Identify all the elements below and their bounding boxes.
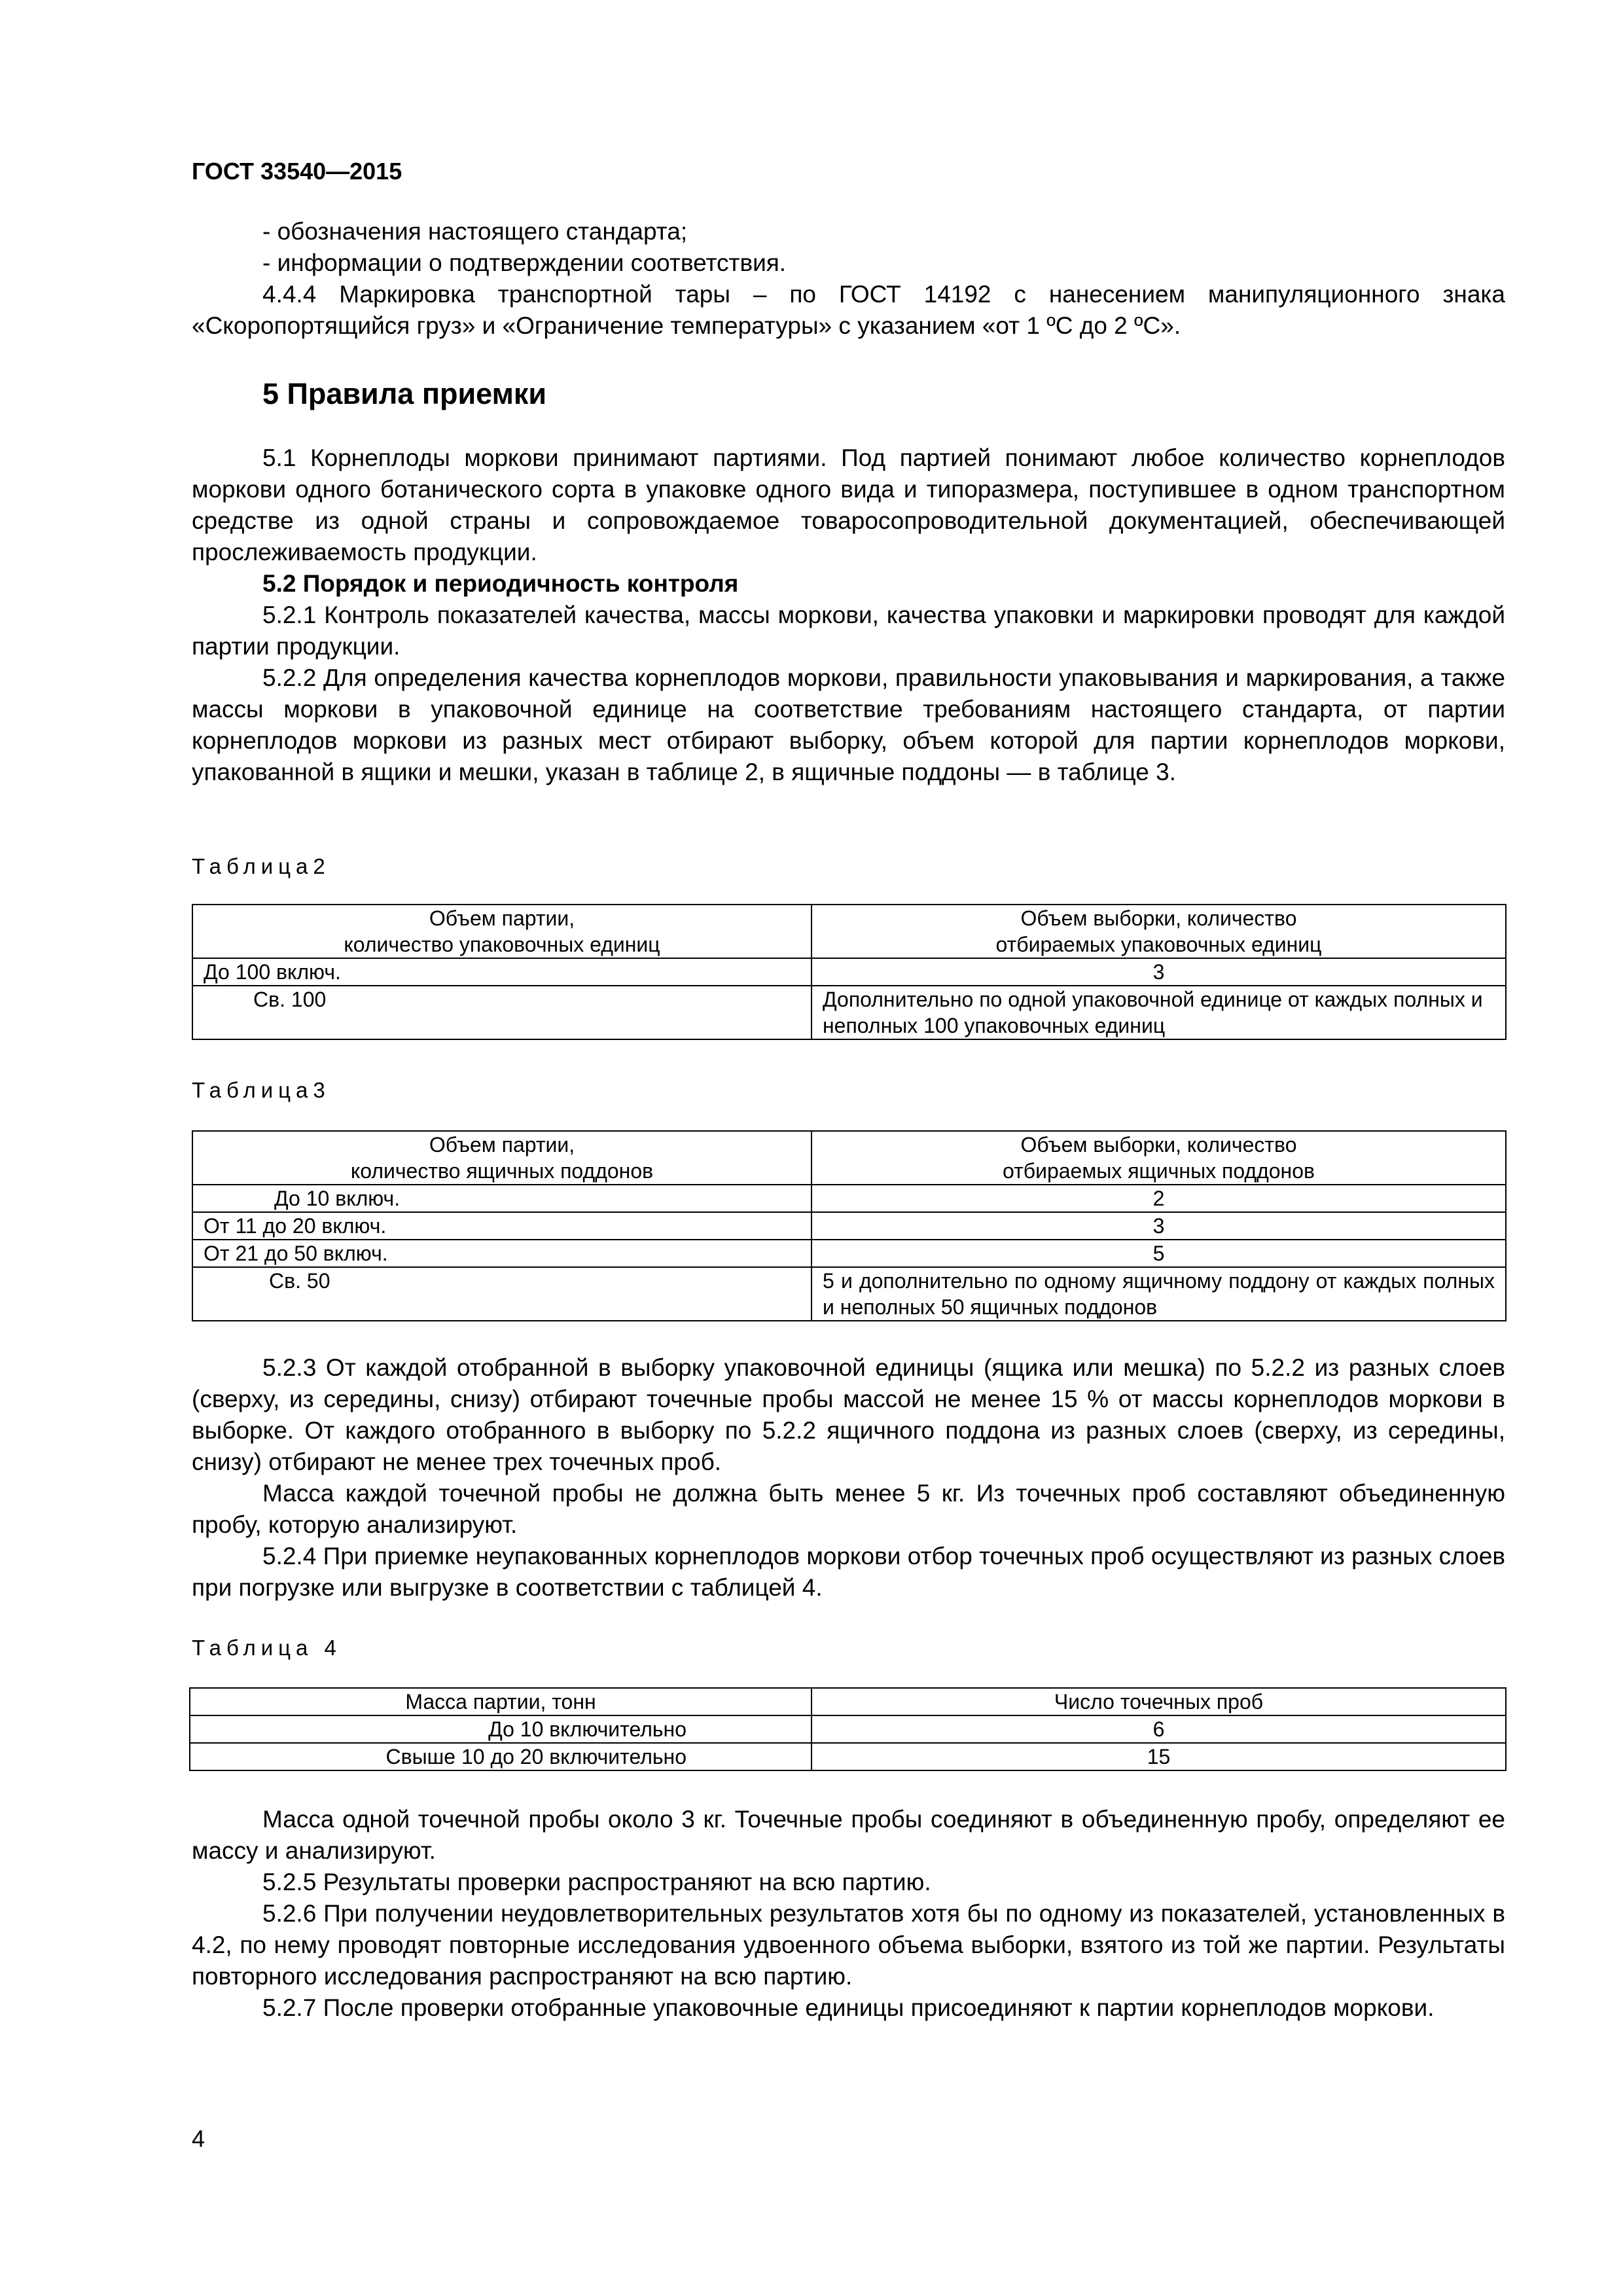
table-cell: 2 bbox=[812, 1185, 1506, 1212]
table-row bbox=[192, 1212, 1506, 1240]
table-2 bbox=[192, 904, 1507, 1040]
paragraph-5-2-2: 5.2.2 Для определения качества корнеплодов моркови, правильности упаковывания и маркирования, а также массы моркови в упаковочной единице на соответствие требованиям настоящего стандарта, от партии корнеплодов моркови из разных мест отбирают выборку, объем которой для партии корнеплодов моркови, упакованной в ящики и мешки, указан в таблице 2, в ящичные поддоны — в таблице 3. bbox=[192, 664, 1505, 785]
paragraph-5-2-4: 5.2.4 При приемке неупакованных корнеплодов моркови отбор точечных проб осуществляют из разных слоев при погрузке или выгрузке в соответствии с таблицей 4. bbox=[192, 1543, 1505, 1601]
header-text: Объем партии, bbox=[429, 1133, 575, 1157]
table-3-header-cell bbox=[192, 1131, 812, 1185]
paragraph-5-2-5: 5.2.5 Результаты проверки распространяют на всю партию. bbox=[262, 1869, 931, 1895]
table-cell: 5 и дополнительно по одному ящичному поддону от каждых полных и неполных 50 ящичных поддонов bbox=[812, 1267, 1506, 1321]
table-row bbox=[192, 958, 1506, 986]
paragraph-5-2-4-mass: Масса одной точечной пробы около 3 кг. Точечные пробы соединяют в объединенную пробу, определяют ее массу и анализируют. bbox=[192, 1806, 1505, 1864]
header-text: отбираемых упаковочных единиц bbox=[995, 933, 1322, 956]
paragraph-5-2-1: 5.2.1 Контроль показателей качества, массы моркови, качества упаковки и маркировки проводят для каждой партии продукции. bbox=[192, 601, 1505, 660]
table-row bbox=[192, 986, 1506, 1039]
header-text: количество упаковочных единиц bbox=[344, 933, 660, 956]
standard-code: ГОСТ 33540—2015 bbox=[192, 158, 402, 185]
table-2-header-cell bbox=[192, 905, 812, 958]
table-2-header-cell bbox=[812, 905, 1506, 958]
table-cell: От 21 до 50 включ. bbox=[192, 1240, 812, 1267]
paragraph-5-2-3: 5.2.3 От каждой отобранной в выборку упаковочной единицы (ящика или мешка) по 5.2.2 из разных слоев (сверху, из середины, снизу) отбирают точечные пробы массой не менее 15 % от массы корнеплодов моркови в выборке. От каждого отобранного в выборку по 5.2.2 ящичного поддона из разных слоев (сверху, из середины, снизу) отбирают не менее трех точечных проб. bbox=[192, 1354, 1505, 1475]
table-row bbox=[192, 1267, 1506, 1321]
table-4-caption: Таблица 4 bbox=[192, 1636, 342, 1660]
table-4-header-cell: Масса партии, тонн bbox=[190, 1688, 812, 1715]
table-cell: 3 bbox=[812, 958, 1506, 986]
section-5-body-top bbox=[192, 442, 1505, 788]
table-cell: Свыше 10 до 20 включительно bbox=[190, 1743, 812, 1770]
table-3-header-row bbox=[192, 1131, 1506, 1185]
table-row bbox=[192, 1185, 1506, 1212]
table-2-caption: Таблица2 bbox=[192, 854, 330, 878]
table-row bbox=[192, 1240, 1506, 1267]
table-cell: До 10 включительно bbox=[190, 1715, 812, 1743]
table-3-caption: Таблица3 bbox=[192, 1078, 330, 1102]
table-4-header-cell: Число точечных проб bbox=[812, 1688, 1506, 1715]
header-text: Объем выборки, количество bbox=[1020, 906, 1297, 930]
intro-line-2: - информации о подтверждении соответствия. bbox=[262, 249, 787, 276]
table-2-header-row bbox=[192, 905, 1506, 958]
table-cell: Св. 100 bbox=[192, 986, 812, 1039]
paragraph-5-1: 5.1 Корнеплоды моркови принимают партиями. Под партией понимают любое количество корнеплодов моркови одного ботанического сорта в упаковке одного вида и типоразмера, поступившее в одном транспортном средстве из одной страны и сопровождаемое товаросопроводительной документацией, обеспечивающей прослеживаемость продукции. bbox=[192, 444, 1505, 565]
section-5-title: 5 Правила приемки bbox=[262, 377, 547, 410]
table-cell: 5 bbox=[812, 1240, 1506, 1267]
table-cell: От 11 до 20 включ. bbox=[192, 1212, 812, 1240]
table-cell: До 10 включ. bbox=[192, 1185, 812, 1212]
table-3-header-cell bbox=[812, 1131, 1506, 1185]
intro-line-1: - обозначения настоящего стандарта; bbox=[262, 218, 688, 245]
table-row bbox=[190, 1743, 1506, 1770]
header-text: количество ящичных поддонов bbox=[350, 1159, 654, 1183]
header-text: отбираемых ящичных поддонов bbox=[1002, 1159, 1315, 1183]
table-cell: Св. 50 bbox=[192, 1267, 812, 1321]
intro-block bbox=[192, 216, 1505, 342]
header-text: Объем выборки, количество bbox=[1020, 1133, 1297, 1157]
table-cell: 3 bbox=[812, 1212, 1506, 1240]
header-text: Объем партии, bbox=[429, 906, 575, 930]
paragraph-5-2-3-mass: Масса каждой точечной пробы не должна быть менее 5 кг. Из точечных проб составляют объединенную пробу, которую анализируют. bbox=[192, 1480, 1505, 1538]
section-5-body-bottom bbox=[192, 1804, 1505, 2024]
table-cell: Дополнительно по одной упаковочной единице от каждых полных и неполных 100 упаковочных единиц bbox=[812, 986, 1506, 1039]
table-row bbox=[190, 1715, 1506, 1743]
page-number: 4 bbox=[192, 2125, 205, 2152]
table-4-header-row bbox=[190, 1688, 1506, 1715]
table-cell: 15 bbox=[812, 1743, 1506, 1770]
table-cell: До 100 включ. bbox=[192, 958, 812, 986]
paragraph-4-4-4: 4.4.4 Маркировка транспортной тары – по ГОСТ 14192 с нанесением манипуляционного знака «Скоропортящийся груз» и «Ограничение температуры» с указанием «от 1 ºС до 2 ºС». bbox=[192, 281, 1505, 339]
subsection-5-2-title: 5.2 Порядок и периодичность контроля bbox=[262, 570, 739, 597]
table-4 bbox=[189, 1687, 1507, 1771]
paragraph-5-2-7: 5.2.7 После проверки отобранные упаковочные единицы присоединяют к партии корнеплодов моркови. bbox=[262, 1994, 1435, 2021]
table-3 bbox=[192, 1130, 1507, 1321]
section-5-body-middle bbox=[192, 1352, 1505, 1604]
paragraph-5-2-6: 5.2.6 При получении неудовлетворительных результатов хотя бы по одному из показателей, установленных в 4.2, по нему проводят повторные исследования удвоенного объема выборки, взятого из той же партии. Результаты повторного исследования распространяют на всю партию. bbox=[192, 1900, 1505, 1990]
table-cell: 6 bbox=[812, 1715, 1506, 1743]
